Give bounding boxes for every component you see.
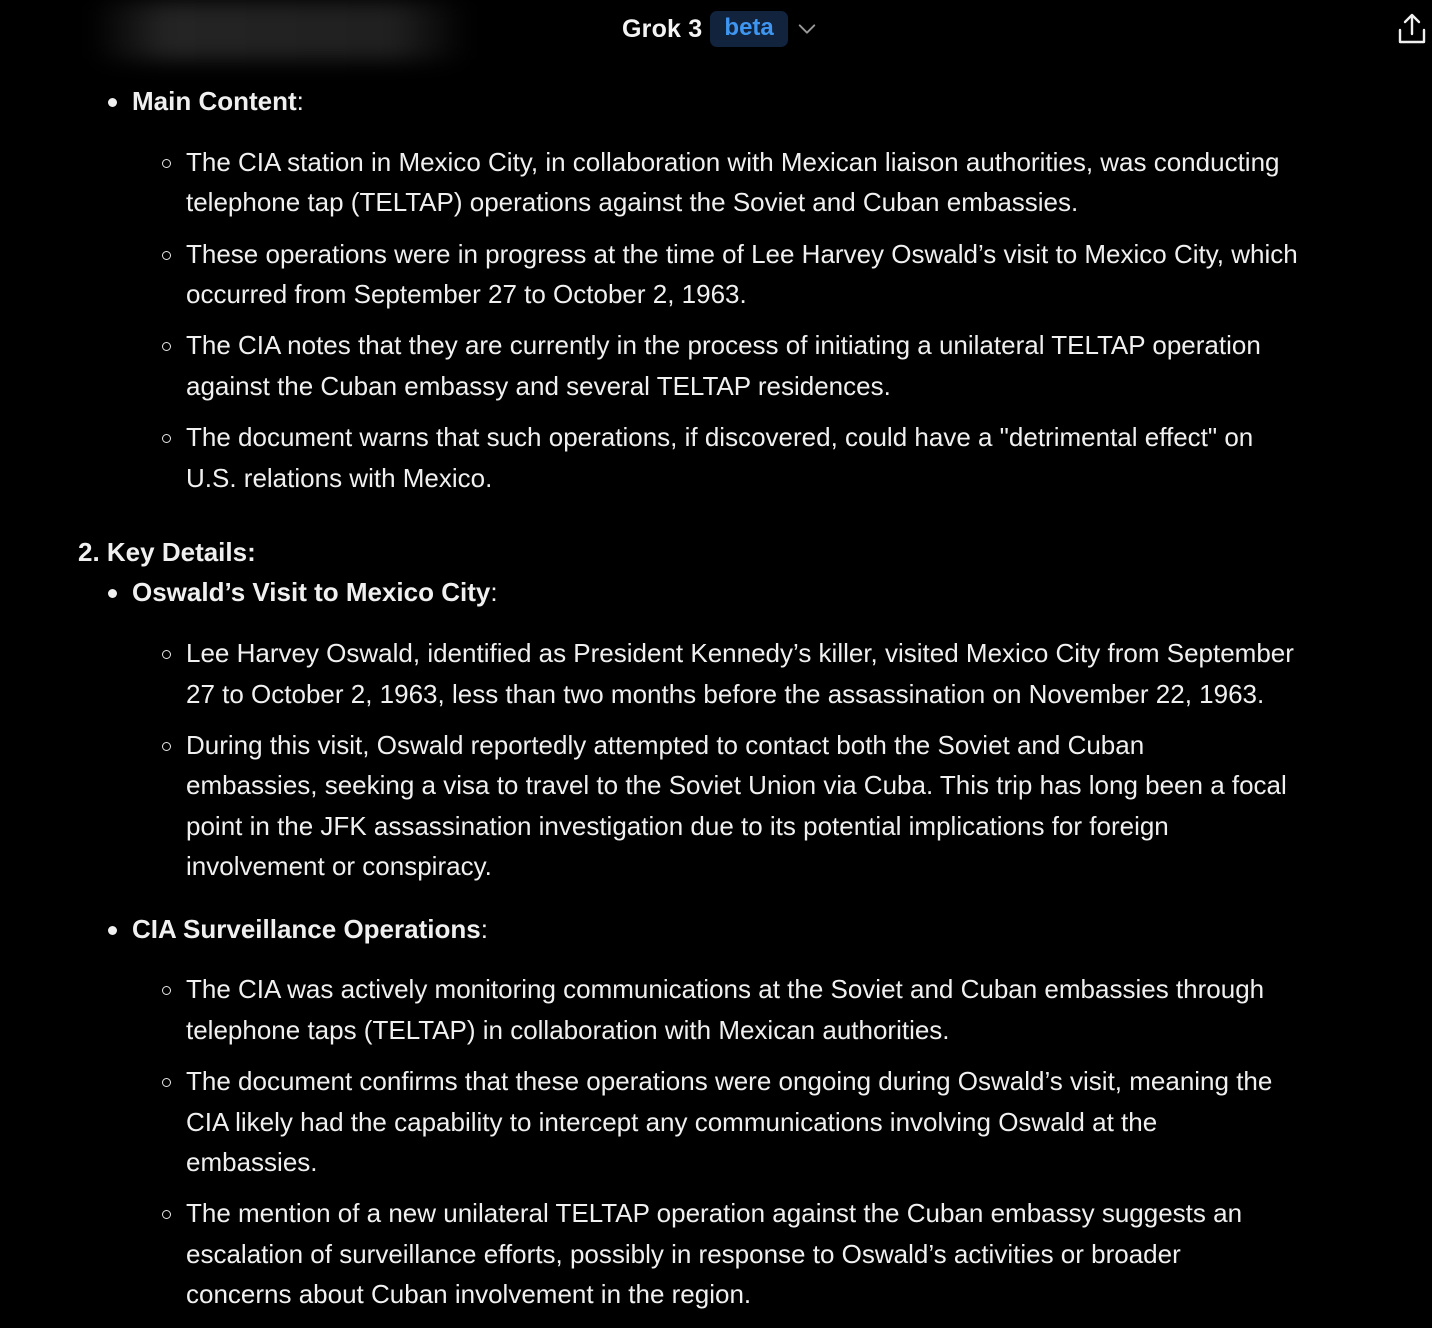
bullet-circle <box>162 1078 171 1087</box>
list-item-line: These operations were in progress at the time of Lee Harvey Oswald’s visit to Mexico City, which <box>186 239 1298 269</box>
model-selector-button[interactable] <box>622 9 818 49</box>
bullet-circle <box>162 159 171 168</box>
list-item-line: CIA likely had the capability to intercept any communications involving Oswald at the <box>186 1107 1158 1137</box>
list-item-line: During this visit, Oswald reportedly attempted to contact both the Soviet and Cuban <box>186 730 1145 760</box>
list-item-line: The CIA station in Mexico City, in collaboration with Mexican liaison authorities, was conducting <box>186 147 1280 177</box>
list-item-line: The CIA notes that they are currently in the process of initiating a unilateral TELTAP operation <box>186 330 1261 360</box>
model-name: Grok 3 <box>622 14 703 43</box>
bullet-circle <box>162 251 171 260</box>
list-item-line: The mention of a new unilateral TELTAP operation against the Cuban embassy suggests an <box>186 1198 1243 1228</box>
list-item-line: 27 to October 2, 1963, less than two months before the assassination on November 22, 1963. <box>186 679 1265 709</box>
section-heading-cia-surveillance: CIA Surveillance Operations: <box>132 914 488 944</box>
bullet-circle <box>162 434 171 443</box>
list-item-line: U.S. relations with Mexico. <box>186 463 493 493</box>
top-header <box>0 0 1432 60</box>
list-item-line: against the Cuban embassy and several TELTAP residences. <box>186 371 891 401</box>
bullet-circle <box>162 342 171 351</box>
bullet-circle <box>162 650 171 659</box>
section-heading-main-content: Main Content: <box>132 86 304 116</box>
section-heading-key-details: 2. Key Details: <box>78 537 256 567</box>
list-item-line: The document warns that such operations, if discovered, could have a "detrimental effect" on <box>186 422 1254 452</box>
bullet-circle <box>162 1210 171 1219</box>
list-item-line: The CIA was actively monitoring communications at the Soviet and Cuban embassies through <box>186 974 1265 1004</box>
list-item-line: The document confirms that these operations were ongoing during Oswald’s visit, meaning the <box>186 1066 1273 1096</box>
bullet-circle <box>162 742 171 751</box>
list-item-line: embassies, seeking a visa to travel to the Soviet Union via Cuba. This trip has long been a focal <box>186 770 1287 800</box>
beta-badge: beta <box>710 11 787 47</box>
list-item-line: escalation of surveillance efforts, possibly in response to Oswald’s activities or broader <box>186 1239 1181 1269</box>
share-upload-icon[interactable] <box>1396 12 1428 46</box>
bullet-disc <box>108 589 117 598</box>
list-item-line: telephone tap (TELTAP) operations against the Soviet and Cuban embassies. <box>186 187 1079 217</box>
list-item-line: occurred from September 27 to October 2, 1963. <box>186 279 747 309</box>
list-item-line: telephone taps (TELTAP) in collaboration with Mexican authorities. <box>186 1015 950 1045</box>
bullet-circle <box>162 986 171 995</box>
list-item-line: concerns about Cuban involvement in the region. <box>186 1279 752 1309</box>
list-item-line: embassies. <box>186 1147 318 1177</box>
bullet-disc <box>108 926 117 935</box>
bullet-disc <box>108 98 117 107</box>
section-heading-oswald-visit: Oswald’s Visit to Mexico City: <box>132 577 498 607</box>
list-item-line: Lee Harvey Oswald, identified as President Kennedy’s killer, visited Mexico City from September <box>186 638 1294 668</box>
chevron-down-icon[interactable] <box>796 18 818 40</box>
list-item-line: involvement or conspiracy. <box>186 851 492 881</box>
list-item-line: point in the JFK assassination investigation due to its potential implications for foreign <box>186 811 1169 841</box>
